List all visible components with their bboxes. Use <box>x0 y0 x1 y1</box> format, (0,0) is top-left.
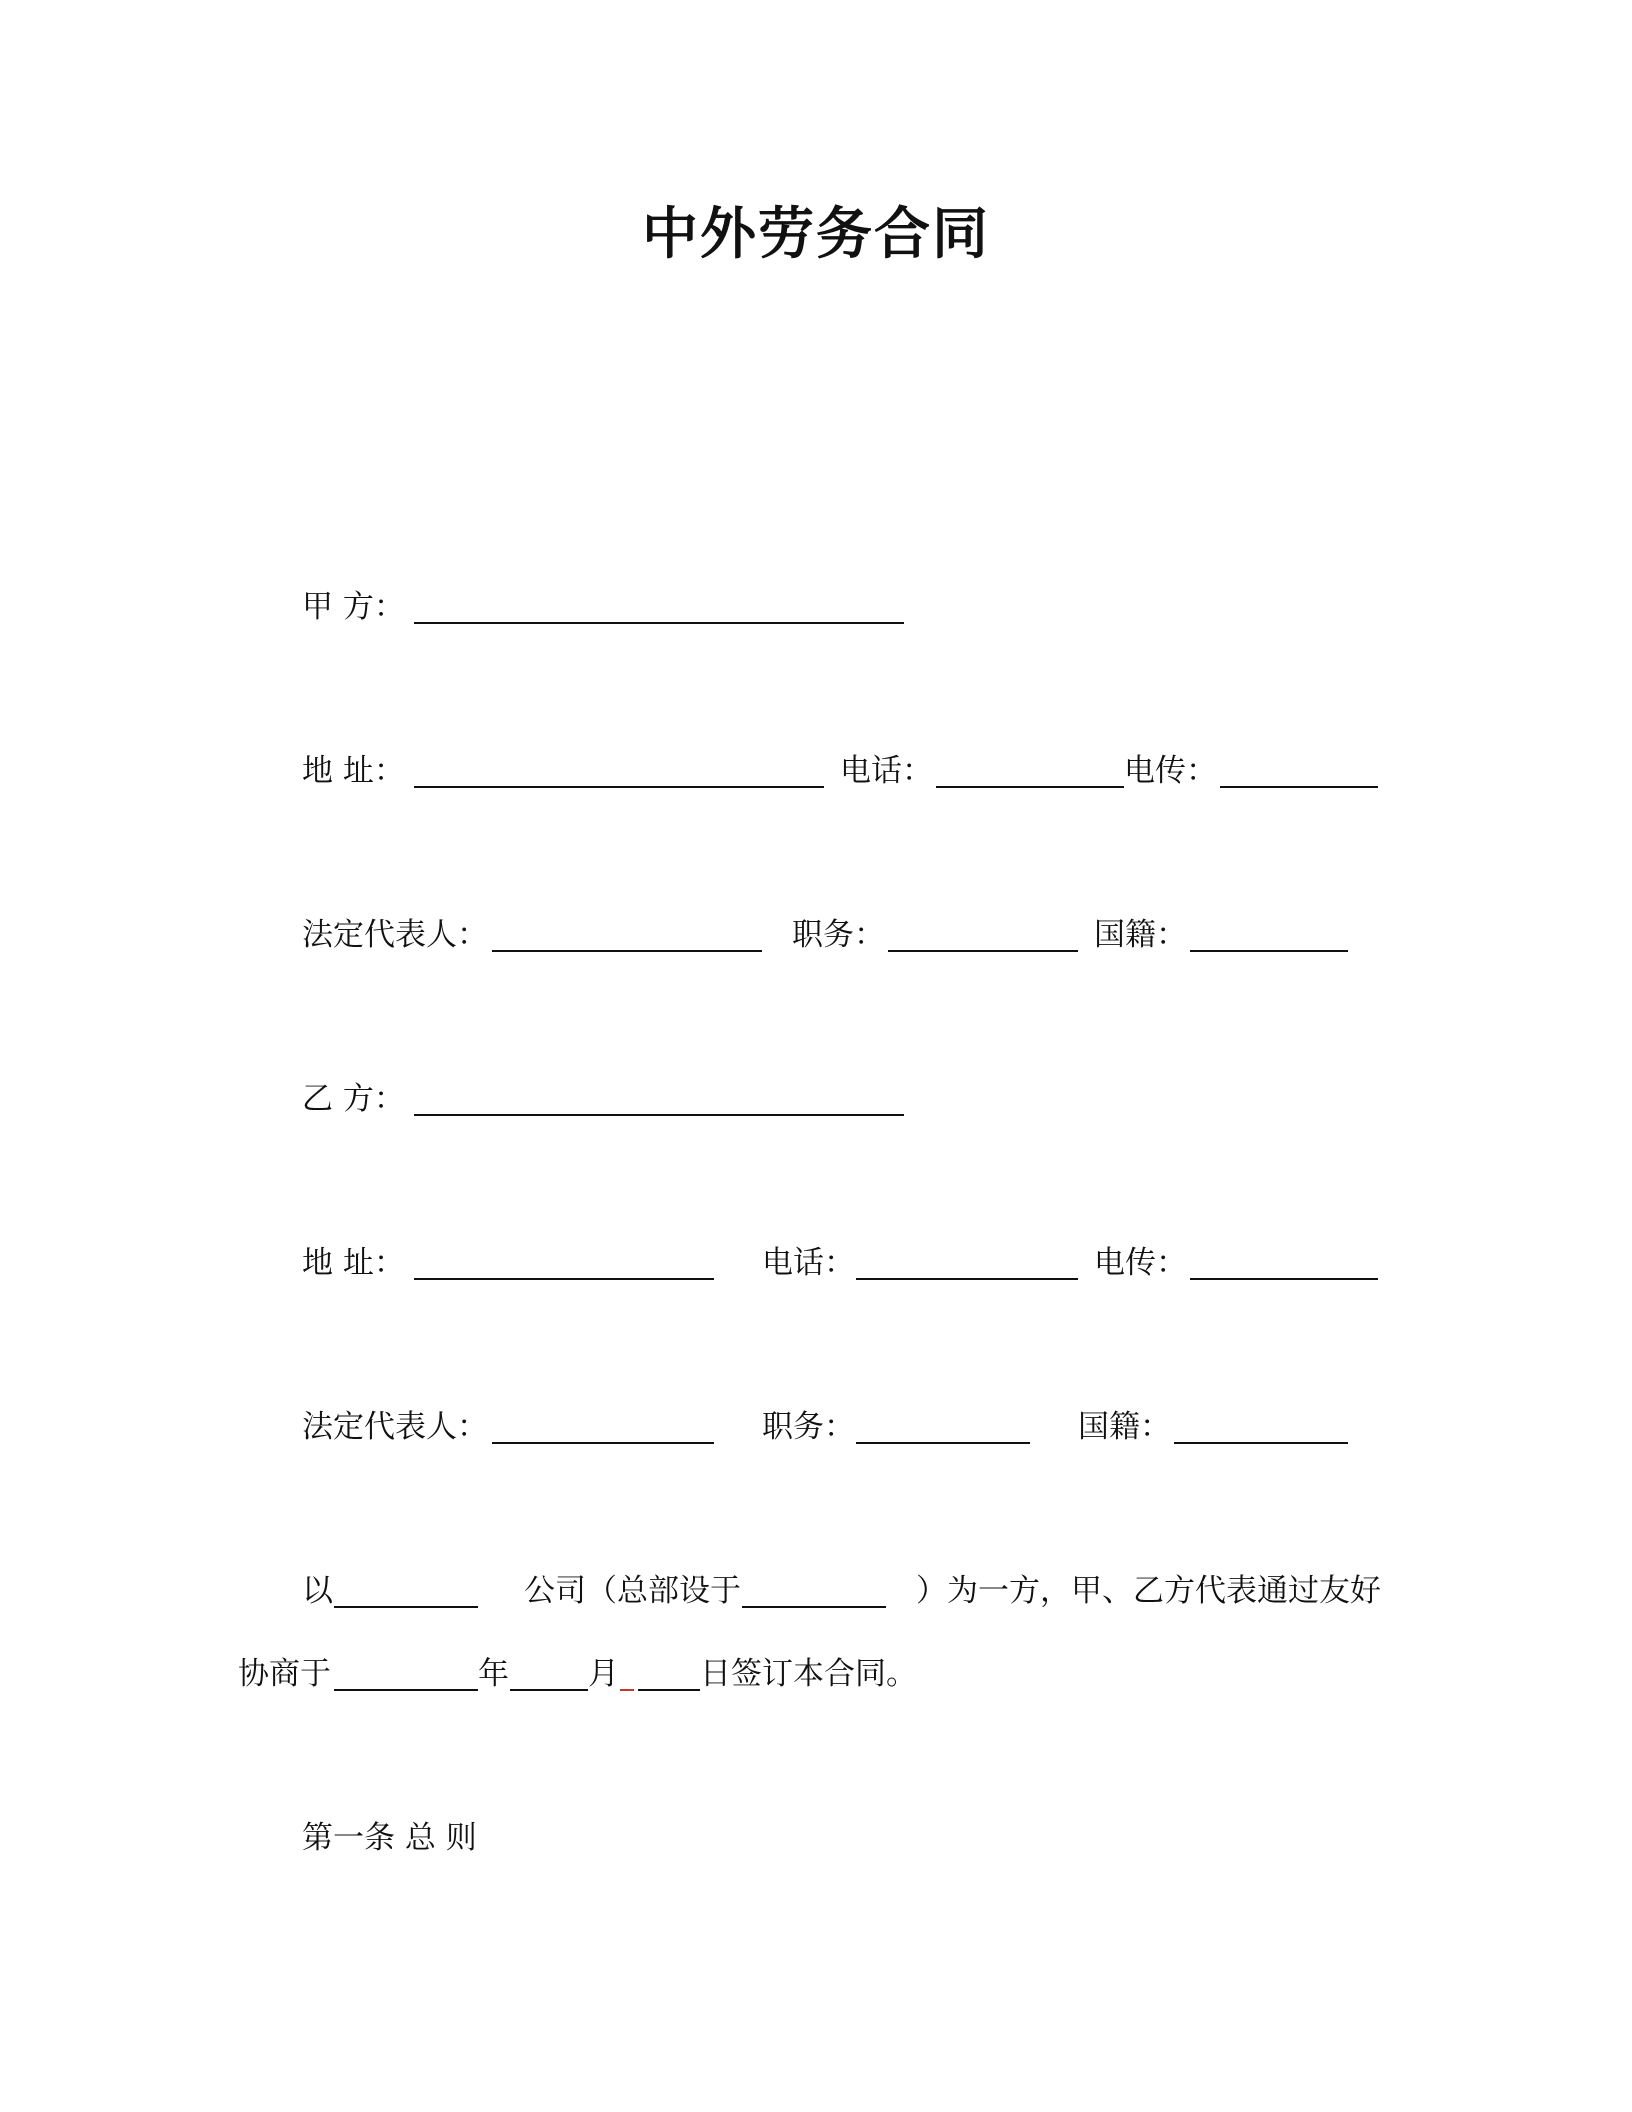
party-a-rep-label: 法定代表人： <box>302 917 488 953</box>
party-a-fax-label: 电传： <box>1124 753 1217 789</box>
preamble-month-blank[interactable] <box>510 1689 588 1691</box>
party-b-fax-blank[interactable] <box>1190 1278 1378 1280</box>
preamble-p1-company: 公司（总部设于 <box>524 1573 741 1609</box>
party-a-phone-blank[interactable] <box>936 786 1124 788</box>
preamble-p1-start: 以 <box>302 1573 333 1609</box>
party-b-address-label: 地 址： <box>302 1245 405 1281</box>
party-a-position-blank[interactable] <box>888 950 1078 952</box>
party-b-label: 乙 方： <box>302 1081 405 1117</box>
party-b-address-blank[interactable] <box>414 1278 714 1280</box>
preamble-party-blank[interactable] <box>334 1606 478 1608</box>
preamble-day-label: 日签订本合同。 <box>700 1656 917 1692</box>
party-b-name-blank[interactable] <box>414 1114 904 1116</box>
party-b-rep-blank[interactable] <box>492 1442 714 1444</box>
article-1-heading: 第一条 总 则 <box>302 1820 477 1856</box>
preamble-month-label: 月 <box>588 1656 619 1692</box>
party-b-rep-label: 法定代表人： <box>302 1409 488 1445</box>
preamble-p1-end: ）为一方，甲、乙方代表通过友好 <box>916 1573 1381 1609</box>
party-a-phone-label: 电话： <box>840 753 933 789</box>
preamble-edit-mark <box>620 1689 634 1691</box>
party-b-fax-label: 电传： <box>1094 1245 1187 1281</box>
party-b-position-label: 职务： <box>762 1409 855 1445</box>
party-a-position-label: 职务： <box>792 917 885 953</box>
party-b-nationality-label: 国籍： <box>1078 1409 1171 1445</box>
document-title: 中外劳务合同 <box>642 202 990 267</box>
party-a-address-blank[interactable] <box>414 786 824 788</box>
preamble-hq-blank[interactable] <box>742 1606 886 1608</box>
party-b-phone-label: 电话： <box>762 1245 855 1281</box>
party-a-rep-blank[interactable] <box>492 950 762 952</box>
preamble-year-blank[interactable] <box>334 1689 478 1691</box>
party-b-phone-blank[interactable] <box>856 1278 1078 1280</box>
preamble-year-label: 年 <box>478 1656 509 1692</box>
preamble-p2-start: 协商于 <box>238 1656 331 1692</box>
party-a-nationality-blank[interactable] <box>1190 950 1348 952</box>
party-a-address-label: 地 址： <box>302 753 405 789</box>
preamble-day-blank[interactable] <box>638 1689 700 1691</box>
party-b-nationality-blank[interactable] <box>1174 1442 1348 1444</box>
party-a-label: 甲 方： <box>302 589 405 625</box>
party-a-nationality-label: 国籍： <box>1094 917 1187 953</box>
party-a-fax-blank[interactable] <box>1220 786 1378 788</box>
party-b-position-blank[interactable] <box>856 1442 1030 1444</box>
party-a-name-blank[interactable] <box>414 622 904 624</box>
